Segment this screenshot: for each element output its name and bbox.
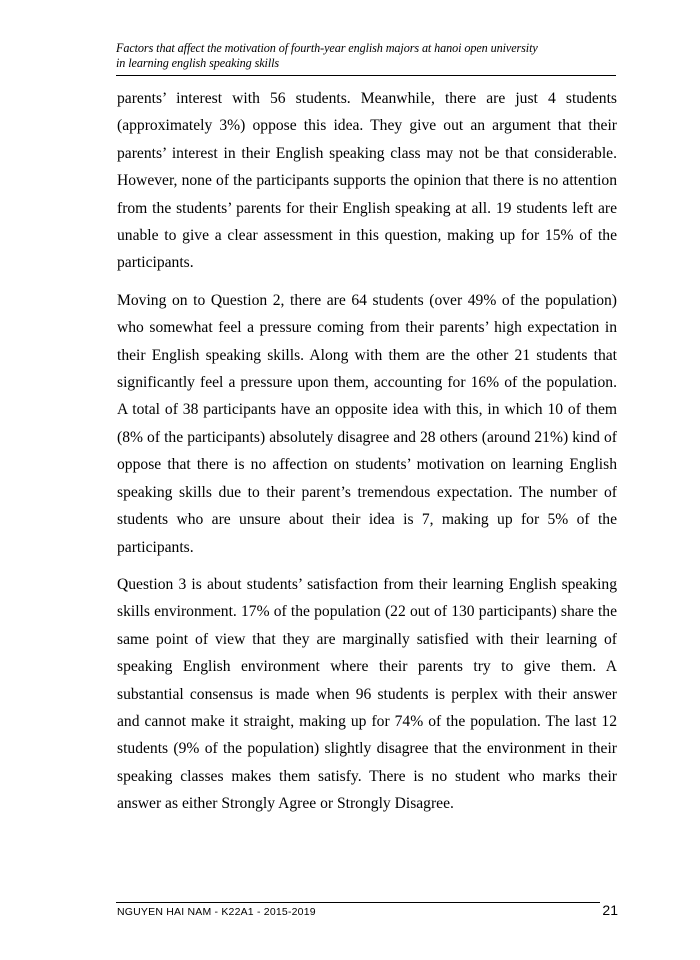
paragraph-question-1-continued: parents’ interest with 56 students. Meanwhile, there are just 4 students (approximately 3%) oppose this idea. They give out an argument that their parents’ interest in their English speaking class may not be that considerable. However, none of the participants supports the opinion that there is no attention from the students’ parents for their English speaking at all. 19 students left are unable to give a clear assessment in this question, making up for 15% of the participants. [117, 90, 617, 272]
page-body [117, 85, 617, 818]
paragraph-question-3: Question 3 is about students’ satisfaction from their learning English speaking skills environment. 17% of the population (22 out of 130 participants) share the same point of view that they are marginally satisfied with their learning of speaking English environment where their parents try to give them. A substantial consensus is made when 96 students is perplex with their answer and cannot make it straight, making up for 74% of the population. The last 12 students (9% of the population) slightly disagree that the environment in their speaking classes makes them satisfy. There is no student who marks their answer as either Strongly Agree or Strongly Disagree. [117, 575, 617, 813]
footer-author: NGUYEN HAI NAM - K22A1 - 2015-2019 [117, 906, 316, 918]
page-number: 21 [602, 902, 618, 918]
header-title-line-2: in learning english speaking skills [116, 56, 280, 70]
header-title-line-1: Factors that affect the motivation of fourth-year english majors at hanoi open university [116, 41, 538, 55]
paragraph-question-2: Moving on to Question 2, there are 64 students (over 49% of the population) who somewhat feel a pressure coming from their parents’ high expectation in their English speaking skills. Along with them are the other 21 students that significantly feel a pressure upon them, accounting for 16% of the population. A total of 38 participants have an opposite idea with this, in which 10 of them (8% of the participants) absolutely disagree and 28 others (around 21%) kind of oppose that there is no affection on students’ motivation on learning English speaking skills due to their parent’s tremendous expectation. The number of students who are unsure about their idea is 7, making up for 5% of the participants. [117, 291, 617, 556]
running-header [116, 41, 616, 71]
header-divider [116, 75, 616, 76]
footer-divider [116, 902, 600, 903]
